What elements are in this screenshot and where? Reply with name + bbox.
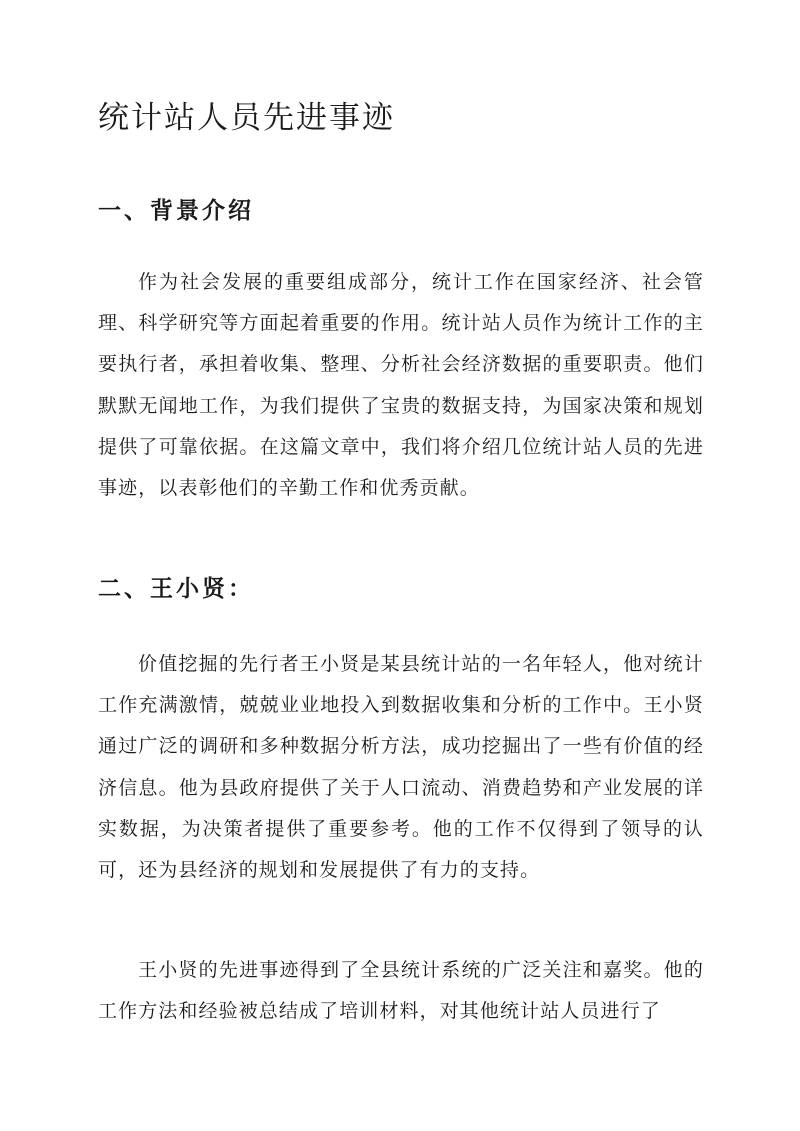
paragraph-wang-xiaoxian-2: 王小贤的先进事迹得到了全县统计系统的广泛关注和嘉奖。他的工作方法和经验被总结成了培训材料，对其他统计站人员进行了 bbox=[98, 959, 704, 1023]
document-title: 统计站人员先进事迹 bbox=[98, 100, 395, 136]
paragraph-wang-xiaoxian-1: 价值挖掘的先行者王小贤是某县统计站的一名年轻人，他对统计工作充满激情，兢兢业业地投入到数据收集和分析的工作中。王小贤通过广泛的调研和多种数据分析方法，成功挖掘出了一些有价值的经济信息。他为县政府提供了关于人口流动、消费趋势和产业发展的详实数据，为决策者提供了重要参考。他的工作不仅得到了领导的认可，还为县经济的规划和发展提供了有力的支持。 bbox=[98, 653, 704, 882]
section-heading-background: 一、背景介绍 bbox=[98, 197, 254, 224]
paragraph-background: 作为社会发展的重要组成部分，统计工作在国家经济、社会管理、科学研究等方面起着重要的作用。统计站人员作为统计工作的主要执行者，承担着收集、整理、分析社会经济数据的重要职责。他们默默无闻地工作，为我们提供了宝贵的数据支持，为国家决策和规划提供了可靠依据。在这篇文章中，我们将介绍几位统计站人员的先进事迹，以表彰他们的辛勤工作和优秀贡献。 bbox=[98, 271, 704, 500]
section-heading-wang-xiaoxian: 二、王小贤： bbox=[98, 575, 254, 602]
